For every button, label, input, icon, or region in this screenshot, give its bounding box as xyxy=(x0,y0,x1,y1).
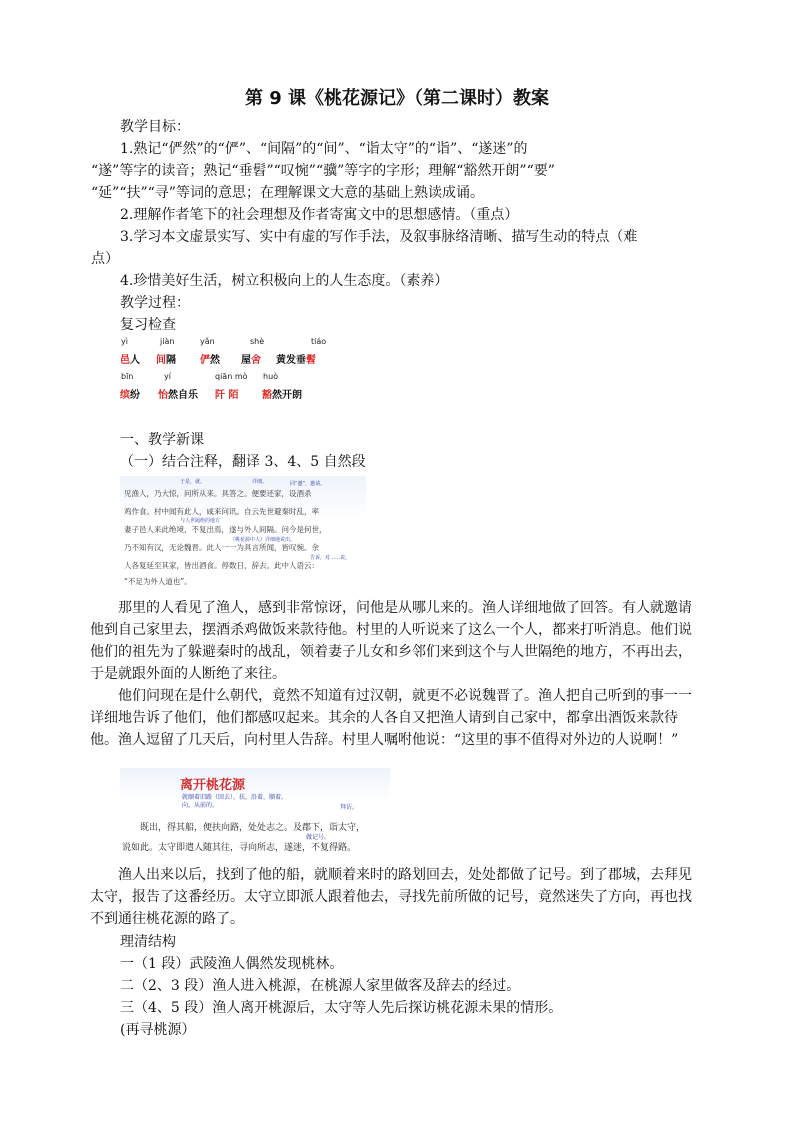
structure-item-2: 二（2、3 段）渔人进入桃源，在桃源人家里做客及辞去的经过。 xyxy=(120,978,521,994)
vocab-word: 缤纷 xyxy=(120,390,140,401)
page-title: 第 9 课《桃花源记》（第二课时）教案 xyxy=(244,88,550,109)
vocab-word: 间隔 xyxy=(156,355,176,366)
vocab-word: 黄发垂髫 xyxy=(276,355,316,366)
translation-paragraph-2: 他们问现在是什么朝代，竟然不知道有过汉朝，就更不必说魏晋了。渔人把自己听到的事一一详细地告诉了他们，他们都感叹起来。其余的人各自又把渔人请到自己家中，都拿出酒饭来款待他。渔人逗留了几天后，向村里人告辞。村里人嘱咐他说：“这里的事不值得对外边的人说啊！” xyxy=(90,688,692,748)
structure-heading: 理清结构 xyxy=(120,934,176,950)
vocab-word: 怡然自乐 xyxy=(158,390,198,401)
goals-heading: 教学目标： xyxy=(120,119,190,135)
pinyin: yǎn xyxy=(200,337,215,346)
pinyin: yì xyxy=(121,337,128,346)
pinyin: qiān mò xyxy=(215,372,248,381)
goal-3-line-1: 3.学习本文虚景实写、实中有虚的写作手法，及叙事脉络清晰、描写生动的特点（难 xyxy=(120,229,638,245)
pinyin: jiàn xyxy=(160,337,175,346)
pinyin: bīn xyxy=(121,372,134,381)
translation-paragraph-3: 渔人出来以后，找到了他的船，就顺着来时的路划回去，处处都做了记号。到了郡城，去拜见太守，报告了这番经历。太守立即派人跟着他去，寻找先前所做的记号，竟然迷失了方向，再也找不到通往桃花源的路了。 xyxy=(90,867,692,927)
vocab-word: 邑人 xyxy=(120,355,140,366)
goal-4: 4.珍惜美好生活，树立积极向上的人生态度。（素养） xyxy=(120,273,449,289)
structure-item-4: (再寻桃源） xyxy=(120,1022,196,1038)
goal-1-line-2: “遂”等字的读音；熟记“垂髫”“叹惋”“骥”等字的字形；理解“豁然开朗”“要” xyxy=(91,163,555,179)
vocab-word: 屋舍 xyxy=(241,355,261,366)
pinyin: huò xyxy=(263,372,279,381)
goal-2: 2.理解作者笔下的社会理想及作者寄寓文中的思想感情。（重点） xyxy=(120,207,519,223)
vocab-word: 豁然开朗 xyxy=(262,390,302,401)
subsection-1-heading: （一）结合注释，翻译 3、4、5 自然段 xyxy=(120,454,366,470)
goal-1-line-3: “延”“扶”“寻”等词的意思；在理解课文大意的基础上熟读成诵。 xyxy=(91,185,484,201)
pinyin: shè xyxy=(250,337,265,346)
review-heading: 复习检查 xyxy=(120,317,176,333)
annotated-text-image-1: 于是，就。 详细。 同“邀”，邀请。 见渔人，乃大惊，问所从来。具答之。便要还家，设酒杀 鸡作食。村中闻有此人，咸来问讯。自云先世避秦时乱，率 与人世隔绝的地方 妻子邑人来此绝境，不复出焉，遂与外人间隔。问今是何世， （桃花源中人）详细地说出。 乃不知有汉，无论魏晋。此人一一为具言所闻，皆叹惋。余 告诉，对……说。 人各复延至其家，皆出酒食。停数日，辞去。此中人语云： “不足为外人道也”。 xyxy=(120,476,366,588)
structure-item-3: 三（4、5 段）渔人离开桃源后，太守等人先后探访桃花源未果的情形。 xyxy=(120,1000,563,1016)
figure-heading: 离开桃花源 xyxy=(180,778,246,793)
vocab-word: 阡 陌 xyxy=(215,390,239,401)
annotated-text-image-2: 离开桃花源 就顺着旧路（回去）。扶，沿着，顺着。向，从前的。 拜访。 既出，得其船，便扶向路，处处志之。及郡下，诣太守， 做记号。 说如此。太守即遣人随其往，寻向所志，遂迷，不复得路。 xyxy=(120,768,390,852)
process-heading: 教学过程： xyxy=(120,295,190,311)
structure-item-1: 一（1 段）武陵渔人偶然发现桃林。 xyxy=(120,956,344,972)
pinyin: tiáo xyxy=(311,337,327,346)
vocab-word: 俨然 xyxy=(200,355,220,366)
section-1-heading: 一、教学新课 xyxy=(120,432,204,448)
goal-3-line-2: 点） xyxy=(91,251,119,267)
goal-1-line-1: 1.熟记“俨然”的“俨”、“间隔”的“间”、“诣太守”的“诣”、“遂迷”的 xyxy=(120,141,528,157)
pinyin: yí xyxy=(164,372,171,381)
translation-paragraph-1: 那里的人看见了渔人，感到非常惊讶，问他是从哪儿来的。渔人详细地做了回答。有人就邀请他到自己家里去，摆酒杀鸡做饭来款待他。村里的人听说来了这么一个人，都来打听消息。他们说他们的祖先为了躲避秦时的战乱，领着妻子儿女和乡邻们来到这个与人世隔绝的地方，不再出去，于是就跟外面的人断绝了来往。 xyxy=(90,600,692,682)
